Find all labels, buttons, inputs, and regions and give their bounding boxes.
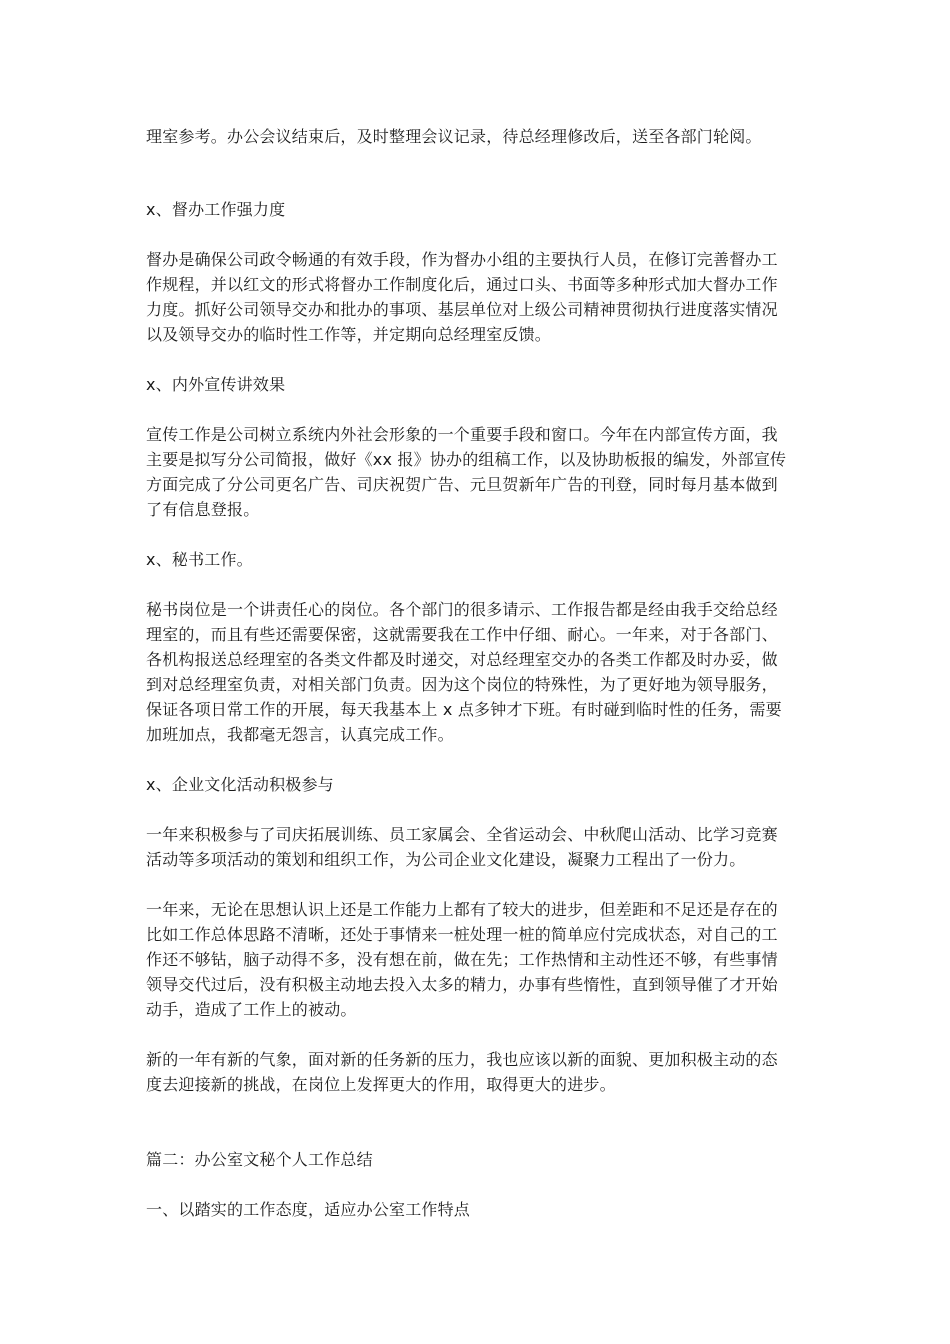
paragraph-line: 理室参考。办公会议结束后，及时整理会议记录，待总经理修改后，送至各部门轮阅。 [146, 127, 762, 146]
paragraph-line: 度去迎接新的挑战，在岗位上发挥更大的作用，取得更大的进步。 [146, 1075, 616, 1094]
paragraph-line: 理室的，而且有些还需要保密，这就需要我在工作中仔细、耐心。一年来，对于各部门、 [146, 625, 778, 644]
paragraph-line: 以及领导交办的临时性工作等，并定期向总经理室反馈。 [146, 325, 552, 344]
section-heading: x、内外宣传讲效果 [146, 375, 286, 394]
paragraph-line: 领导交代过后，没有积极主动地去投入太多的精力，办事有些惰性，直到领导催了才开始 [146, 975, 778, 994]
paragraph-line: 主要是拟写分公司简报，做好《xx 报》协办的组稿工作，以及协助板报的编发，外部宣传 [146, 450, 787, 469]
paragraph-line: 各机构报送总经理室的各类文件都及时递交，对总经理室交办的各类工作都及时办妥，做 [146, 650, 778, 669]
section-heading: 一、以踏实的工作态度，适应办公室工作特点 [146, 1200, 471, 1219]
paragraph-line: 宣传工作是公司树立系统内外社会形象的一个重要手段和窗口。今年在内部宣传方面，我 [146, 425, 778, 444]
paragraph-line: 秘书岗位是一个讲责任心的岗位。各个部门的很多请示、工作报告都是经由我手交给总经 [146, 600, 778, 619]
paragraph-line: 一年来，无论在思想认识上还是工作能力上都有了较大的进步，但差距和不足还是存在的 [146, 900, 778, 919]
paragraph-line: 动手，造成了工作上的被动。 [146, 1000, 357, 1019]
section-heading: x、督办工作强力度 [146, 200, 286, 219]
section-heading: x、秘书工作。 [146, 550, 253, 569]
paragraph-line: 一年来积极参与了司庆拓展训练、员工家属会、全省运动会、中秋爬山活动、比学习竞赛 [146, 825, 778, 844]
paragraph-line: 督办是确保公司政令畅通的有效手段，作为督办小组的主要执行人员，在修订完善督办工 [146, 250, 778, 269]
paragraph-line: 加班加点，我都毫无怨言，认真完成工作。 [146, 725, 454, 744]
paragraph-line: 比如工作总体思路不清晰，还处于事情来一桩处理一桩的简单应付完成状态，对自己的工 [146, 925, 778, 944]
section-heading: x、企业文化活动积极参与 [146, 775, 334, 794]
paragraph-line: 方面完成了分公司更名广告、司庆祝贺广告、元旦贺新年广告的刊登，同时每月基本做到 [146, 475, 778, 494]
paragraph-line: 作还不够钻，脑子动得不多，没有想在前，做在先；工作热情和主动性还不够，有些事情 [146, 950, 778, 969]
article-title: 篇二：办公室文秘个人工作总结 [146, 1150, 373, 1169]
paragraph-line: 力度。抓好公司领导交办和批办的事项、基层单位对上级公司精神贯彻执行进度落实情况 [146, 300, 778, 319]
paragraph-line: 活动等多项活动的策划和组织工作，为公司企业文化建设，凝聚力工程出了一份力。 [146, 850, 746, 869]
paragraph-line: 新的一年有新的气象，面对新的任务新的压力，我也应该以新的面貌、更加积极主动的态 [146, 1050, 778, 1069]
paragraph-line: 作规程，并以红文的形式将督办工作制度化后，通过口头、书面等多种形式加大督办工作 [146, 275, 778, 294]
paragraph-line: 了有信息登报。 [146, 500, 260, 519]
paragraph-line: 到对总经理室负责，对相关部门负责。因为这个岗位的特殊性，为了更好地为领导服务， [146, 675, 778, 694]
paragraph-line: 保证各项日常工作的开展，每天我基本上 x 点多钟才下班。有时碰到临时性的任务，需要 [146, 700, 782, 719]
